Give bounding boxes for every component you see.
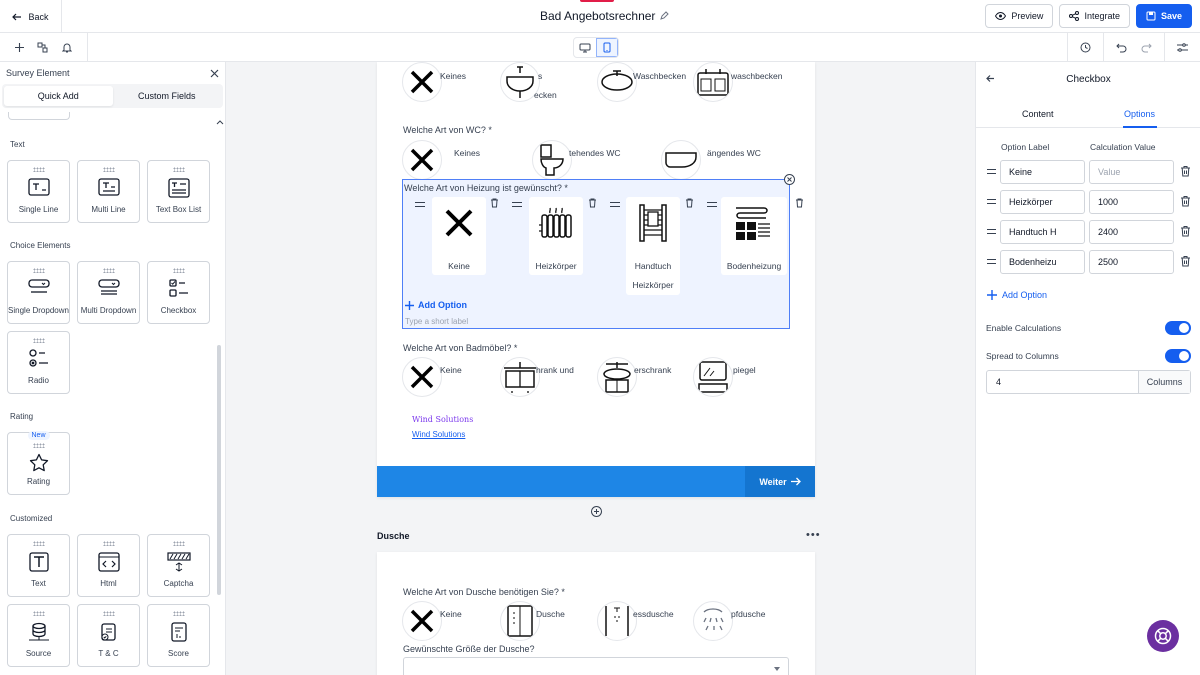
- vanity-cabinet-icon: [502, 360, 538, 394]
- option-label: Dusche: [536, 609, 565, 619]
- columns-input[interactable]: [986, 370, 1191, 394]
- tile-label: T & C: [98, 649, 119, 658]
- tile-label: Single Line: [18, 205, 59, 214]
- plus-icon[interactable]: [15, 43, 24, 52]
- help-button[interactable]: [1147, 620, 1179, 652]
- bell-icon[interactable]: [62, 42, 72, 53]
- option-label: Keine: [440, 365, 462, 375]
- x-mark-icon: [409, 364, 435, 390]
- caret-down-icon: [774, 667, 780, 671]
- columns-unit: Columns: [1138, 371, 1190, 393]
- option-keine[interactable]: [432, 197, 486, 275]
- option-label-input[interactable]: Heizkörper: [1000, 190, 1085, 214]
- pencil-icon[interactable]: [659, 11, 669, 21]
- option-label: pfdusche: [731, 609, 766, 619]
- drag-dots-icon: [33, 338, 45, 343]
- preview-label: Preview: [1011, 11, 1044, 21]
- arrow-left-icon: [12, 12, 22, 22]
- question-groesse-label: Gewünschte Größe der Dusche?: [403, 644, 535, 654]
- option-keines-image[interactable]: [402, 140, 442, 180]
- column-header-option-label: Option Label: [1001, 142, 1050, 152]
- active-indicator: [580, 0, 614, 2]
- option-label: Handtuch Heizkörper: [632, 261, 674, 290]
- tile-label: Html: [100, 579, 117, 588]
- phone-icon: [603, 42, 611, 53]
- option-row: [976, 190, 1200, 214]
- captcha-icon: [167, 552, 191, 572]
- mirror-cabinet-icon: [600, 360, 634, 394]
- text-icon: [29, 552, 49, 572]
- form-canvas: [226, 62, 975, 675]
- close-icon[interactable]: [210, 69, 219, 78]
- rain-shower-icon: [698, 606, 728, 636]
- spread-columns-label: Spread to Columns: [986, 351, 1059, 361]
- terms-icon: [99, 622, 119, 642]
- section-choice: Choice Elements: [10, 241, 71, 250]
- drag-handle-icon[interactable]: [610, 202, 620, 207]
- drag-dots-icon: [103, 167, 115, 172]
- undo-icon[interactable]: [1116, 43, 1127, 53]
- option-row: [976, 220, 1200, 244]
- form-page-card: [377, 62, 815, 497]
- back-button[interactable]: [0, 0, 62, 33]
- drag-dots-icon: [173, 541, 185, 546]
- tile-label: Rating: [26, 477, 51, 486]
- panel-tabs: [2, 84, 223, 108]
- option-wall-wc-image[interactable]: [661, 140, 701, 180]
- plus-icon: [594, 509, 599, 514]
- tile-label: Text: [31, 579, 46, 588]
- option-label-input[interactable]: Keine: [1000, 160, 1085, 184]
- question-wc-label: Welche Art von WC? *: [403, 125, 492, 135]
- drag-dots-icon: [103, 541, 115, 546]
- tile-label: Multi Dropdown: [80, 306, 137, 315]
- editor-toolbar: [0, 33, 1200, 62]
- tile-single-dropdown[interactable]: [7, 261, 70, 324]
- question-badmoebel-label: Welche Art von Badmöbel? *: [403, 343, 518, 353]
- properties-title: Checkbox: [1066, 73, 1111, 85]
- panel-scrollbar[interactable]: [217, 345, 221, 595]
- plus-icon: [987, 290, 997, 300]
- option-value-input[interactable]: 1000: [1089, 190, 1174, 214]
- option-handtuch-heizkoerper[interactable]: [626, 197, 680, 295]
- score-icon: [170, 622, 188, 642]
- sink-icon: [503, 65, 537, 99]
- option-label: Heizkörper: [535, 261, 577, 271]
- desktop-view-button[interactable]: [574, 38, 596, 57]
- tile-captcha[interactable]: [147, 534, 210, 597]
- drag-handle-icon[interactable]: [987, 259, 996, 264]
- option-keines-image[interactable]: [402, 62, 442, 102]
- option-label: erschrank: [634, 365, 672, 375]
- x-mark-icon: [444, 208, 474, 238]
- properties-tabs: [976, 102, 1200, 128]
- drag-handle-icon[interactable]: [987, 169, 996, 174]
- drag-handle-icon[interactable]: [987, 229, 996, 234]
- option-label: tehendes WC: [569, 148, 621, 158]
- option-label: hrank und: [536, 365, 574, 375]
- tile-text[interactable]: [7, 534, 70, 597]
- spread-columns-toggle[interactable]: [1165, 349, 1191, 363]
- double-basin-icon: [696, 67, 730, 97]
- enable-calculations-label: Enable Calculations: [986, 323, 1062, 333]
- trash-icon[interactable]: [685, 198, 694, 208]
- form-page-card-dusche: [377, 552, 815, 675]
- tile-html[interactable]: [77, 534, 140, 597]
- option-label: Keines: [440, 71, 466, 81]
- next-label: Weiter: [759, 476, 787, 487]
- option-vanity-image[interactable]: [500, 357, 540, 397]
- panel-title: Survey Element: [6, 68, 70, 78]
- radiator-icon: [537, 205, 575, 241]
- layers-icon[interactable]: [37, 42, 48, 53]
- option-label: ängendes WC: [707, 148, 761, 158]
- redo-icon[interactable]: [1141, 43, 1152, 53]
- option-waschbecken-image[interactable]: [597, 62, 637, 102]
- trash-icon[interactable]: [795, 198, 804, 208]
- option-standing-wc-image[interactable]: [532, 140, 572, 180]
- floppy-icon: [1146, 11, 1156, 21]
- drag-dots-icon: [33, 611, 45, 616]
- floor-heating-icon: [734, 205, 772, 241]
- active-tab-indicator: [1123, 126, 1157, 128]
- option-label: Keine: [448, 261, 470, 271]
- document-title[interactable]: [540, 9, 669, 23]
- code-window-icon: [98, 552, 120, 572]
- save-label: Save: [1160, 11, 1182, 21]
- option-dusche-image[interactable]: [500, 601, 540, 641]
- drag-dots-icon: [33, 167, 45, 172]
- save-button[interactable]: [1136, 4, 1192, 28]
- section-customized: Customized: [10, 514, 53, 523]
- brand-link[interactable]: Wind Solutions: [412, 430, 466, 439]
- tile-label: Checkbox: [160, 306, 197, 315]
- drag-handle-icon[interactable]: [512, 202, 522, 207]
- chevron-up-icon[interactable]: [216, 119, 224, 125]
- page-section-name: Dusche: [377, 531, 410, 541]
- back-label: Back: [28, 11, 49, 22]
- option-label-input[interactable]: Handtuch H: [1000, 220, 1085, 244]
- trash-icon[interactable]: [490, 198, 499, 208]
- option-bodenheizung[interactable]: [721, 197, 787, 275]
- drag-handle-icon[interactable]: [415, 202, 425, 207]
- properties-panel: [975, 62, 1200, 675]
- wall-toilet-icon: [664, 150, 698, 170]
- footer-bar: [377, 466, 815, 497]
- tile-label: Single Dropdown: [8, 306, 69, 315]
- settings-sliders-icon[interactable]: [1177, 43, 1188, 52]
- option-row: [976, 250, 1200, 274]
- arrow-right-icon: [791, 477, 801, 486]
- add-option-button[interactable]: [987, 290, 1047, 300]
- tile-score[interactable]: [147, 604, 210, 667]
- tile-label: Score: [168, 649, 189, 658]
- drag-dots-icon: [173, 611, 185, 616]
- new-badge: New: [27, 431, 49, 440]
- option-keine-image[interactable]: [402, 357, 442, 397]
- option-label: Keine: [440, 609, 462, 619]
- history-icon[interactable]: [1080, 42, 1091, 53]
- spread-columns-row: [986, 348, 1191, 364]
- option-mirror-image[interactable]: [693, 357, 733, 397]
- checkbox-icon: [169, 279, 189, 299]
- mirror-icon: [696, 360, 730, 394]
- option-head-shower-image[interactable]: [693, 601, 733, 641]
- brand-logo: Wind Solutions: [412, 415, 474, 424]
- trash-icon[interactable]: [1180, 225, 1191, 237]
- integrate-label: Integrate: [1084, 11, 1120, 21]
- x-mark-icon: [409, 608, 435, 634]
- drag-handle-icon[interactable]: [987, 199, 996, 204]
- x-mark-icon: [409, 147, 435, 173]
- option-label: Waschbecken: [633, 71, 687, 81]
- towel-radiator-icon: [636, 203, 670, 243]
- panel-header: [0, 62, 225, 84]
- x-mark-icon: [409, 69, 435, 95]
- tile-radio[interactable]: [7, 331, 70, 394]
- option-label-continued: ecken: [534, 90, 557, 100]
- trash-icon[interactable]: [1180, 255, 1191, 267]
- remove-element-button[interactable]: [784, 174, 795, 185]
- walk-in-shower-icon: [602, 604, 632, 638]
- more-options-icon[interactable]: •••: [806, 529, 821, 541]
- trash-icon[interactable]: [1180, 165, 1191, 177]
- mobile-view-button[interactable]: [596, 38, 618, 57]
- shower-cabin-icon: [505, 604, 535, 638]
- section-rating: Rating: [10, 412, 34, 421]
- add-option-label: Add Option: [418, 300, 467, 310]
- tile-label: Text Box List: [155, 205, 202, 214]
- option-mirror-cabinet-image[interactable]: [597, 357, 637, 397]
- device-toggle: [573, 37, 619, 58]
- tab-options[interactable]: Options: [1124, 109, 1156, 119]
- tab-custom-fields[interactable]: Custom Fields: [137, 91, 196, 101]
- eye-icon: [995, 12, 1006, 20]
- radio-icon: [29, 349, 49, 369]
- question-dusche-label: Welche Art von Dusche benötigen Sie? *: [403, 587, 565, 597]
- tile-checkbox[interactable]: [147, 261, 210, 324]
- trash-icon[interactable]: [1180, 195, 1191, 207]
- add-page-button[interactable]: [591, 506, 602, 517]
- option-label: Keines: [454, 148, 480, 158]
- multi-dropdown-icon: [98, 279, 120, 295]
- tile-single-line[interactable]: [7, 160, 70, 223]
- tile-label: Captcha: [163, 579, 194, 588]
- drag-dots-icon: [33, 268, 45, 273]
- basin-icon: [600, 69, 634, 95]
- tile-text-box-list[interactable]: [147, 160, 210, 223]
- share-icon: [1069, 11, 1079, 21]
- close-icon: [787, 177, 792, 182]
- drag-dots-icon: [33, 443, 45, 448]
- tab-quick-add[interactable]: Quick Add: [4, 86, 113, 106]
- plus-icon: [405, 301, 414, 310]
- shower-size-select[interactable]: [403, 657, 789, 675]
- section-text: Text: [10, 140, 25, 149]
- drag-dots-icon: [173, 268, 185, 273]
- tile-label: Source: [25, 649, 52, 658]
- option-label: essdusche: [633, 609, 674, 619]
- database-icon: [28, 622, 50, 642]
- star-icon: [29, 453, 49, 472]
- single-dropdown-icon: [28, 279, 50, 295]
- option-label-input[interactable]: Bodenheizu: [1000, 250, 1085, 274]
- short-label-input[interactable]: Type a short label: [405, 317, 469, 326]
- option-label: piegel: [733, 365, 756, 375]
- integrate-button[interactable]: [1059, 4, 1130, 28]
- lifebuoy-icon: [1154, 627, 1172, 645]
- option-row: [976, 160, 1200, 184]
- add-option-button[interactable]: [405, 300, 467, 310]
- enable-calculations-toggle[interactable]: [1165, 321, 1191, 335]
- option-heizkoerper[interactable]: [529, 197, 583, 275]
- tile-label: Multi Line: [91, 205, 126, 214]
- single-line-icon: [28, 178, 50, 196]
- drag-handle-icon[interactable]: [707, 202, 717, 207]
- option-label: s: [538, 71, 543, 81]
- preview-button[interactable]: [985, 4, 1053, 28]
- option-walkin-shower-image[interactable]: [597, 601, 637, 641]
- tile-label: Radio: [28, 376, 49, 385]
- enable-calculations-row: [986, 320, 1191, 336]
- text-box-list-icon: [168, 178, 190, 198]
- next-button[interactable]: [745, 466, 815, 497]
- selected-question-heizung[interactable]: [402, 179, 790, 329]
- tab-content[interactable]: Content: [1022, 109, 1054, 119]
- columns-value: 4: [996, 377, 1002, 387]
- option-value-input[interactable]: 2500: [1089, 250, 1174, 274]
- option-keine-image[interactable]: [402, 601, 442, 641]
- document-title-text: Bad Angebotsrechner: [540, 9, 656, 23]
- option-value-input[interactable]: 2400: [1089, 220, 1174, 244]
- option-double-basin-image[interactable]: [693, 62, 733, 102]
- option-label: Bodenheizung: [726, 261, 782, 271]
- drag-dots-icon: [103, 268, 115, 273]
- tile-terms[interactable]: [77, 604, 140, 667]
- tile-multi-line[interactable]: [77, 160, 140, 223]
- tile-source[interactable]: [7, 604, 70, 667]
- tile-multi-dropdown[interactable]: [77, 261, 140, 324]
- question-heizung-label: Welche Art von Heizung ist gewünscht? *: [404, 183, 568, 193]
- survey-element-panel: [0, 62, 226, 675]
- drag-dots-icon: [33, 541, 45, 546]
- top-bar: [0, 0, 1200, 33]
- element-tile-partial[interactable]: [8, 112, 70, 120]
- toilet-icon: [537, 143, 567, 177]
- tile-rating[interactable]: [7, 432, 70, 495]
- drag-dots-icon: [173, 167, 185, 172]
- trash-icon[interactable]: [588, 198, 597, 208]
- monitor-icon: [579, 43, 591, 53]
- multi-line-icon: [98, 178, 120, 196]
- add-option-label: Add Option: [1002, 290, 1048, 300]
- option-value-input[interactable]: Value: [1089, 160, 1174, 184]
- drag-dots-icon: [103, 611, 115, 616]
- option-label: waschbecken: [731, 71, 783, 81]
- column-header-calculation-value: Calculation Value: [1090, 142, 1156, 152]
